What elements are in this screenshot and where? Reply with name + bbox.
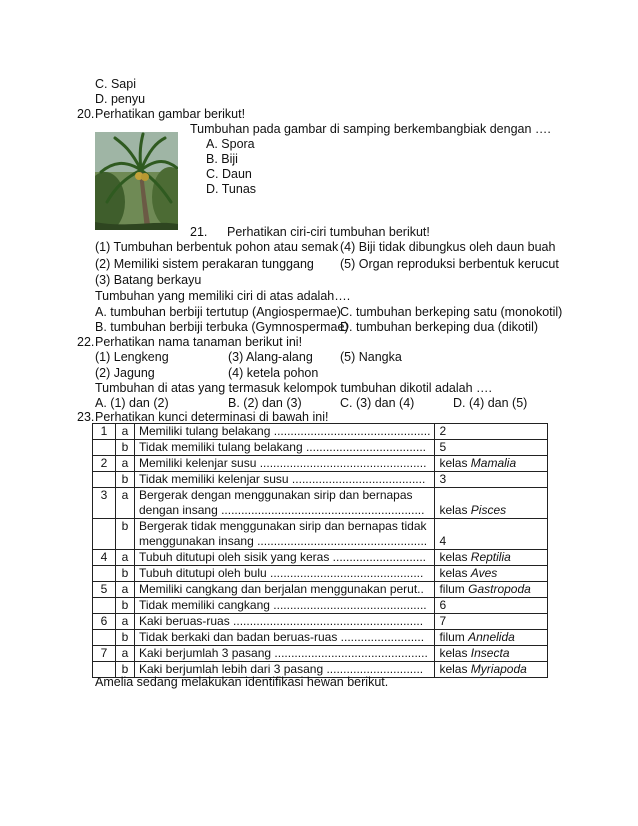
key-row bbox=[93, 630, 548, 646]
key-row bbox=[93, 456, 548, 472]
key-result-text: 5 bbox=[439, 440, 447, 454]
key-result bbox=[435, 646, 548, 662]
key-description-line: Tubuh ditutupi oleh bulu .............................................. bbox=[139, 566, 424, 580]
q21-prompt: Perhatikan ciri-ciri tumbuhan berikut! bbox=[227, 225, 430, 239]
key-description-line: Bergerak tidak menggunakan sirip dan bernapas tidak bbox=[139, 519, 427, 533]
key-result-text: 2 bbox=[439, 424, 447, 438]
key-description bbox=[135, 472, 435, 488]
key-row bbox=[93, 550, 548, 566]
key-result bbox=[435, 614, 548, 630]
q23-prompt: Perhatikan kunci determinasi di bawah ini! bbox=[95, 410, 329, 424]
key-letter: b bbox=[116, 598, 135, 614]
key-number bbox=[93, 472, 116, 488]
key-result-text: 3 bbox=[439, 472, 447, 486]
key-row bbox=[93, 582, 548, 598]
key-number: 4 bbox=[93, 550, 116, 566]
key-result-taxon: Myriapoda bbox=[470, 662, 527, 676]
key-letter: a bbox=[116, 488, 135, 519]
key-description bbox=[135, 424, 435, 440]
determination-key-table bbox=[92, 423, 548, 678]
q22-plant-3: (3) Alang-alang bbox=[228, 350, 313, 364]
q23-followup: Amelia sedang melakukan identifikasi hewan berikut. bbox=[95, 675, 389, 689]
key-result-taxon: Pisces bbox=[470, 503, 507, 517]
key-description bbox=[135, 566, 435, 582]
key-letter: a bbox=[116, 550, 135, 566]
key-description bbox=[135, 440, 435, 456]
key-number bbox=[93, 598, 116, 614]
key-number: 5 bbox=[93, 582, 116, 598]
key-letter: b bbox=[116, 566, 135, 582]
q20-prompt: Perhatikan gambar berikut! bbox=[95, 107, 246, 121]
key-letter: b bbox=[116, 630, 135, 646]
q20-option-c: C. Daun bbox=[206, 167, 252, 181]
q22-plant-5: (5) Nangka bbox=[340, 350, 402, 364]
key-result-text: 7 bbox=[439, 614, 447, 628]
key-result-taxon: Gastropoda bbox=[468, 582, 531, 596]
key-result bbox=[435, 440, 548, 456]
q21-trait-2: (2) Memiliki sistem perakaran tunggang bbox=[95, 257, 314, 271]
key-result bbox=[435, 662, 548, 678]
q22-plant-2: (2) Jagung bbox=[95, 366, 155, 380]
key-letter: b bbox=[116, 662, 135, 678]
key-result-text: kelas bbox=[439, 662, 471, 676]
key-description-line: menggunakan insang ................................................... bbox=[139, 534, 428, 548]
key-description-line: Memiliki cangkang dan berjalan menggunakan perut.. bbox=[139, 582, 424, 596]
q22-option-c: C. (3) dan (4) bbox=[340, 396, 415, 410]
key-letter: a bbox=[116, 614, 135, 630]
q20-question: Tumbuhan pada gambar di samping berkembangbiak dengan …. bbox=[190, 122, 551, 136]
key-number: 1 bbox=[93, 424, 116, 440]
key-row bbox=[93, 598, 548, 614]
q22-plant-1: (1) Lengkeng bbox=[95, 350, 169, 364]
key-letter: a bbox=[116, 456, 135, 472]
key-result bbox=[435, 456, 548, 472]
q21-question: Tumbuhan yang memiliki ciri di atas adalah…. bbox=[95, 289, 351, 303]
key-description bbox=[135, 488, 435, 519]
key-description-line: Kaki berjumlah lebih dari 3 pasang ............................. bbox=[139, 662, 424, 676]
key-description bbox=[135, 598, 435, 614]
q21-trait-3: (3) Batang berkayu bbox=[95, 273, 202, 287]
key-result-taxon: Annelida bbox=[468, 630, 515, 644]
key-result-text: 4 bbox=[439, 534, 447, 548]
key-result bbox=[435, 630, 548, 646]
key-number bbox=[93, 440, 116, 456]
q22-option-a: A. (1) dan (2) bbox=[95, 396, 169, 410]
key-result-taxon: Reptilia bbox=[470, 550, 511, 564]
q20-option-a: A. Spora bbox=[206, 137, 255, 151]
key-result bbox=[435, 550, 548, 566]
key-result bbox=[435, 598, 548, 614]
key-number bbox=[93, 566, 116, 582]
key-description-line: Kaki beruas-ruas ......................................................... bbox=[139, 614, 424, 628]
key-row bbox=[93, 488, 548, 519]
q20-option-d: D. Tunas bbox=[206, 182, 257, 196]
key-row bbox=[93, 646, 548, 662]
key-description bbox=[135, 646, 435, 662]
key-description-line: Tidak memiliki tulang belakang .................................... bbox=[139, 440, 426, 454]
q22-plant-4: (4) ketela pohon bbox=[228, 366, 319, 380]
key-description-line: Tidak berkaki dan badan beruas-ruas ......................... bbox=[139, 630, 425, 644]
key-row bbox=[93, 566, 548, 582]
key-row bbox=[93, 440, 548, 456]
q19-option-c: C. Sapi bbox=[95, 77, 136, 91]
key-result bbox=[435, 519, 548, 550]
q22-number: 22. bbox=[77, 335, 95, 349]
key-letter: a bbox=[116, 424, 135, 440]
key-description-line: Tidak memiliki kelenjar susu ........................................ bbox=[139, 472, 426, 486]
key-letter: a bbox=[116, 582, 135, 598]
key-result-text: kelas bbox=[439, 550, 471, 564]
key-result-text: kelas bbox=[439, 456, 471, 470]
key-description-line: dengan insang ............................................................. bbox=[139, 503, 425, 517]
coconut-tree-image bbox=[95, 132, 178, 230]
q20-option-b: B. Biji bbox=[206, 152, 238, 166]
key-row bbox=[93, 519, 548, 550]
key-number: 7 bbox=[93, 646, 116, 662]
key-result-text: 6 bbox=[439, 598, 447, 612]
key-result bbox=[435, 424, 548, 440]
key-description bbox=[135, 614, 435, 630]
key-number: 3 bbox=[93, 488, 116, 519]
key-number bbox=[93, 630, 116, 646]
key-number: 6 bbox=[93, 614, 116, 630]
key-result bbox=[435, 488, 548, 519]
key-result bbox=[435, 472, 548, 488]
key-result-taxon: Mamalia bbox=[470, 456, 517, 470]
key-description bbox=[135, 630, 435, 646]
key-row bbox=[93, 424, 548, 440]
key-result-taxon: Aves bbox=[470, 566, 498, 580]
key-letter: b bbox=[116, 440, 135, 456]
key-result-text: kelas bbox=[439, 503, 471, 517]
key-description-line: Kaki berjumlah 3 pasang .............................................. bbox=[139, 646, 428, 660]
q19-option-d: D. penyu bbox=[95, 92, 146, 106]
q21-number: 21. bbox=[190, 225, 208, 239]
key-description-line: Bergerak dengan menggunakan sirip dan bernapas bbox=[139, 488, 413, 502]
key-result-taxon: Insecta bbox=[470, 646, 510, 660]
key-result-text: filum bbox=[439, 630, 469, 644]
key-row bbox=[93, 614, 548, 630]
key-description-line: Tubuh ditutupi oleh sisik yang keras ............................ bbox=[139, 550, 427, 564]
key-description bbox=[135, 519, 435, 550]
key-letter: b bbox=[116, 472, 135, 488]
q21-trait-5: (5) Organ reproduksi berbentuk kerucut bbox=[340, 257, 559, 271]
key-description-line: Memiliki tulang belakang ............................................... bbox=[139, 424, 431, 438]
q20-number: 20. bbox=[77, 107, 95, 121]
key-result bbox=[435, 566, 548, 582]
key-result-text: kelas bbox=[439, 646, 471, 660]
key-result-text: kelas bbox=[439, 566, 471, 580]
q21-option-b: B. tumbuhan berbiji terbuka (Gymnospermae) bbox=[95, 320, 349, 334]
q21-option-d: D. tumbuhan berkeping dua (dikotil) bbox=[340, 320, 539, 334]
key-row bbox=[93, 472, 548, 488]
q21-option-c: C. tumbuhan berkeping satu (monokotil) bbox=[340, 305, 563, 319]
key-description bbox=[135, 550, 435, 566]
q21-trait-4: (4) Biji tidak dibungkus oleh daun buah bbox=[340, 240, 556, 254]
key-number bbox=[93, 519, 116, 550]
key-letter: a bbox=[116, 646, 135, 662]
key-number: 2 bbox=[93, 456, 116, 472]
key-description-line: Tidak memiliki cangkang .............................................. bbox=[139, 598, 427, 612]
key-description bbox=[135, 582, 435, 598]
q22-option-b: B. (2) dan (3) bbox=[228, 396, 302, 410]
q21-option-a: A. tumbuhan berbiji tertutup (Angiospermae) bbox=[95, 305, 341, 319]
q22-question: Tumbuhan di atas yang termasuk kelompok tumbuhan dikotil adalah …. bbox=[95, 381, 492, 395]
q21-trait-1: (1) Tumbuhan berbentuk pohon atau semak bbox=[95, 240, 339, 254]
q22-prompt: Perhatikan nama tanaman berikut ini! bbox=[95, 335, 303, 349]
key-description bbox=[135, 456, 435, 472]
key-result-text: filum bbox=[439, 582, 469, 596]
q22-option-d: D. (4) dan (5) bbox=[453, 396, 528, 410]
key-description-line: Memiliki kelenjar susu .................................................. bbox=[139, 456, 427, 470]
key-result bbox=[435, 582, 548, 598]
q23-number: 23. bbox=[77, 410, 95, 424]
key-letter: b bbox=[116, 519, 135, 550]
